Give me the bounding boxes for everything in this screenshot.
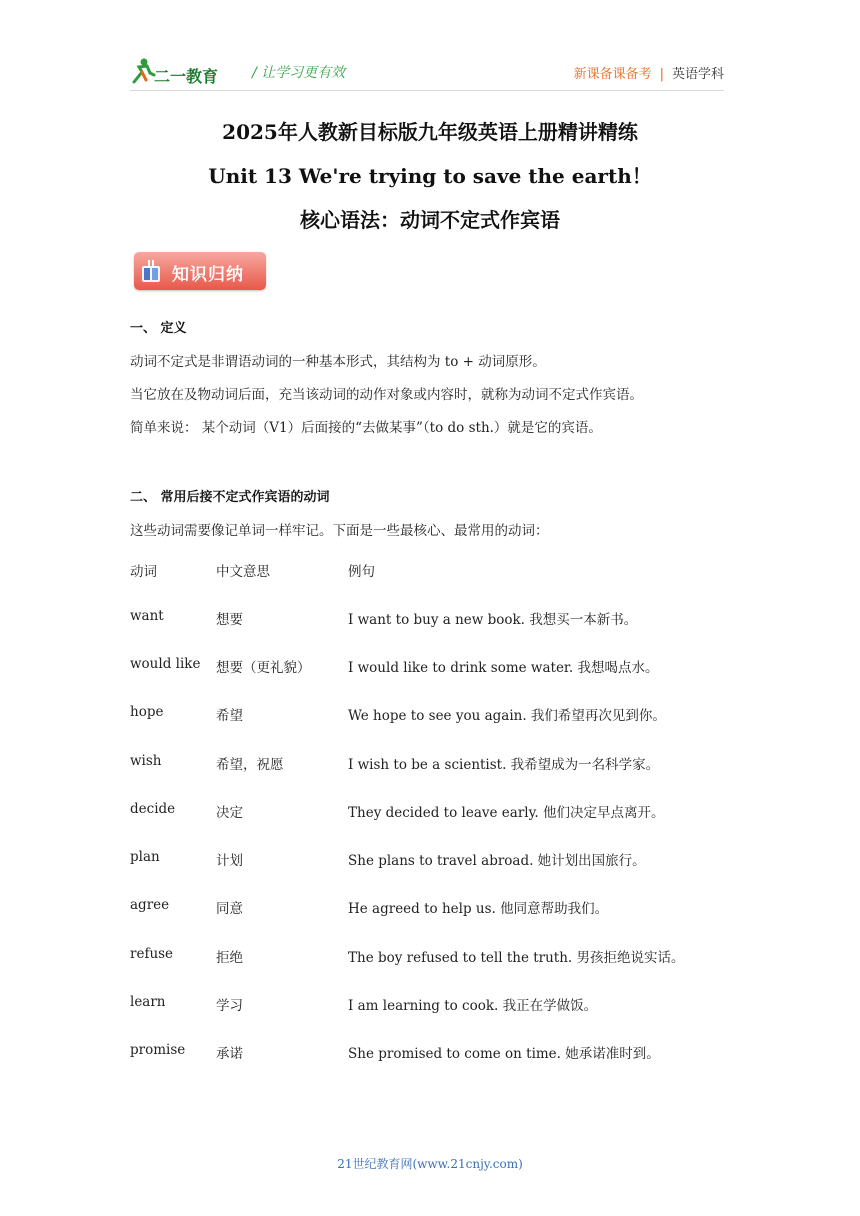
header-subject-label: 英语学科: [671, 67, 724, 82]
verb-cell: decide: [130, 801, 176, 817]
example-cell: He agreed to help us. 他同意帮助我们。: [348, 901, 609, 917]
document-title: 2025年人教新目标版九年级英语上册精讲精练: [222, 120, 638, 144]
example-cell: I wish to be a scientist. 我希望成为一名科学家。: [348, 757, 660, 773]
example-cell: I would like to drink some water. 我想喝点水。: [348, 660, 659, 676]
meaning-cell: 承诺: [216, 1046, 243, 1062]
grammar-title: 核心语法：动词不定式作宾语: [300, 208, 560, 232]
slogan: / 让学习更有效: [252, 65, 346, 81]
header-divider: [130, 90, 724, 91]
page-footer: 21世纪教育网(www.21cnjy.com): [337, 1157, 523, 1171]
example-cell: I am learning to cook. 我正在学做饭。: [348, 998, 598, 1014]
meaning-cell: 拒绝: [216, 950, 243, 966]
verb-cell: wish: [130, 753, 162, 769]
verb-cell: would like: [130, 656, 201, 672]
example-cell: She plans to travel abroad. 她计划出国旅行。: [348, 853, 646, 869]
header-course-label: 新课备课备考: [573, 67, 652, 82]
unit-title: Unit 13 We're trying to save the earth！: [208, 164, 652, 188]
page-header: [130, 56, 724, 90]
book-icon: [140, 258, 162, 284]
column-header-meaning: 中文意思: [216, 564, 270, 580]
meaning-cell: 计划: [216, 853, 243, 869]
meaning-cell: 决定: [216, 805, 243, 821]
verb-cell: agree: [130, 897, 170, 913]
definition-paragraph-3: 简单来说： 某个动词（V1）后面接的“去做某事”（to do sth.）就是它的宾语。: [130, 420, 602, 436]
header-subject: [574, 63, 724, 82]
meaning-cell: 同意: [216, 901, 243, 917]
meaning-cell: 希望: [216, 708, 243, 724]
meaning-cell: 想要: [216, 612, 243, 628]
knowledge-summary-badge: [134, 252, 266, 290]
meaning-cell: 学习: [216, 998, 243, 1014]
badge-label: 知识归纳: [172, 265, 244, 285]
verb-cell: refuse: [130, 946, 174, 962]
example-cell: The boy refused to tell the truth. 男孩拒绝说实话。: [348, 950, 685, 966]
runner-logo-icon: [130, 56, 156, 88]
example-cell: We hope to see you again. 我们希望再次见到你。: [348, 708, 666, 724]
column-header-example: 例句: [348, 564, 375, 580]
column-header-verb: 动词: [130, 564, 157, 580]
section-heading-definition: 一、 定义: [130, 321, 187, 336]
logo-text: 二一教育: [154, 67, 219, 86]
meaning-cell: 希望，祝愿: [216, 757, 284, 773]
example-cell: I want to buy a new book. 我想买一本新书。: [348, 612, 638, 628]
verbs-intro: 这些动词需要像记单词一样牢记。下面是一些最核心、最常用的动词：: [130, 523, 549, 539]
verb-cell: promise: [130, 1042, 186, 1058]
example-cell: She promised to come on time. 她承诺准时到。: [348, 1046, 660, 1062]
definition-paragraph-2: 当它放在及物动词后面，充当该动词的动作对象或内容时，就称为动词不定式作宾语。: [130, 387, 643, 403]
verb-cell: want: [130, 608, 164, 624]
verb-cell: learn: [130, 994, 166, 1010]
verb-cell: hope: [130, 704, 164, 720]
meaning-cell: 想要（更礼貌）: [216, 660, 311, 676]
header-separator: |: [659, 67, 664, 82]
definition-paragraph-1: 动词不定式是非谓语动词的一种基本形式，其结构为 to + 动词原形。: [130, 354, 546, 370]
example-cell: They decided to leave early. 他们决定早点离开。: [348, 805, 665, 821]
logo: [130, 56, 240, 88]
section-heading-verbs: 二、 常用后接不定式作宾语的动词: [130, 490, 330, 505]
verb-cell: plan: [130, 849, 160, 865]
